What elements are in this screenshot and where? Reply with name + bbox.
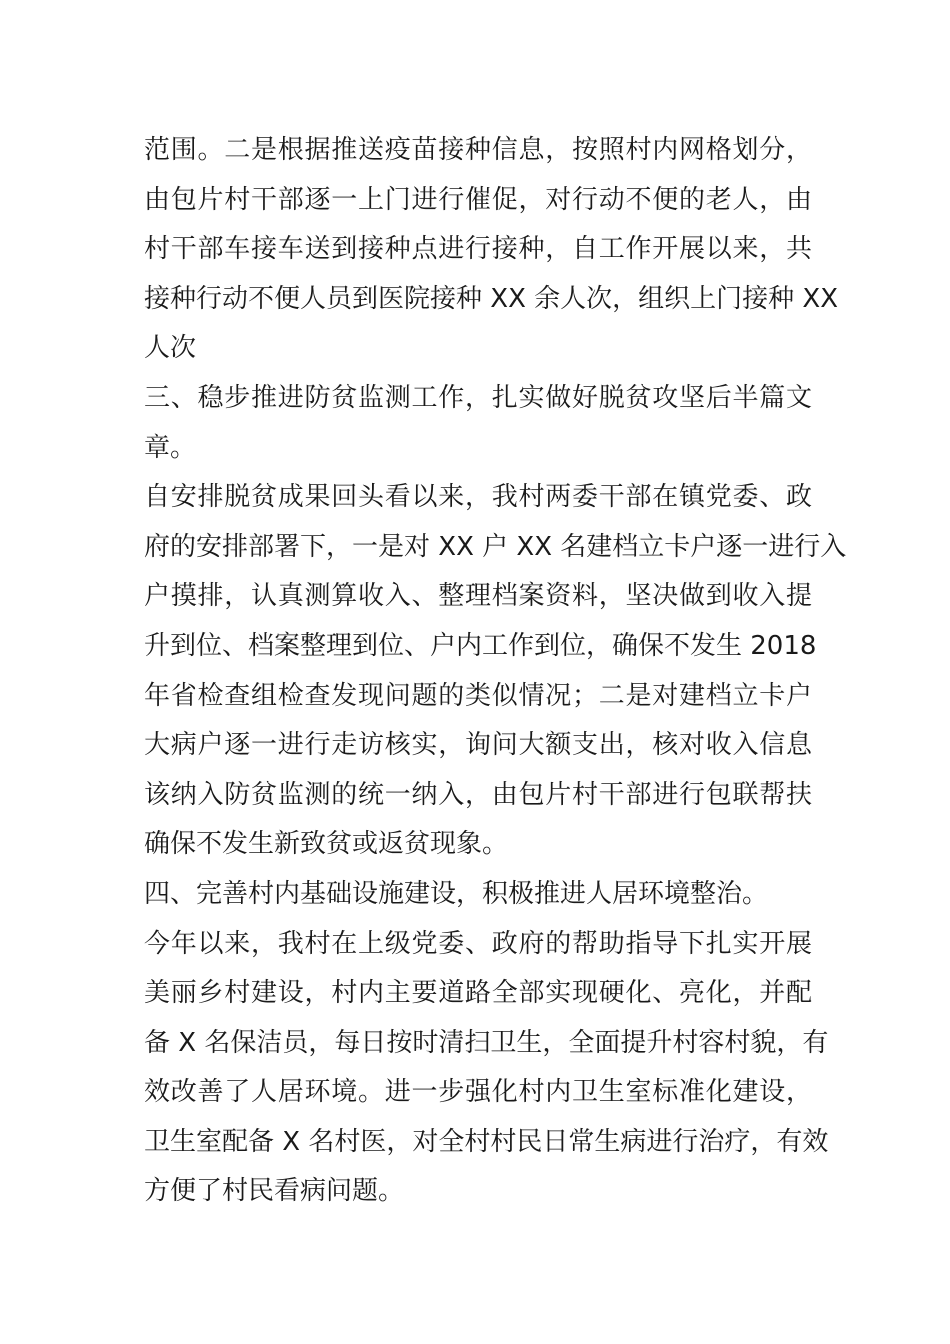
text-line: 升到位、档案整理到位、户内工作到位，确保不发生 2018 — [144, 630, 817, 661]
text-line: 卫生室配备 X 名村医，对全村村民日常生病进行治疗，有效 — [144, 1126, 829, 1157]
text-line: 确保不发生新致贫或返贫现象。 — [144, 829, 509, 860]
text-line: 方便了村民看病问题。 — [144, 1176, 405, 1207]
text-line: 今年以来，我村在上级党委、政府的帮助指导下扎实开展 — [144, 928, 812, 959]
text-line: 村干部车接车送到接种点进行接种，自工作开展以来，共 — [144, 234, 812, 265]
text-line: 美丽乡村建设，村内主要道路全部实现硬化、亮化，并配 — [144, 978, 812, 1009]
text-line: 备 X 名保洁员，每日按时清扫卫生，全面提升村容村貌，有 — [144, 1027, 829, 1058]
text-line: 年省检查组检查发现问题的类似情况；二是对建档立卡户 — [144, 680, 812, 711]
section-heading-3-cont: 章。 — [144, 432, 197, 463]
section-heading-4: 四、完善村内基础设施建设，积极推进人居环境整治。 — [144, 878, 769, 909]
document-body — [144, 126, 847, 1217]
text-line: 大病户逐一进行走访核实，询问大额支出，核对收入信息 — [144, 730, 812, 761]
text-line: 范围。二是根据推送疫苗接种信息，按照村内网格划分， — [144, 135, 812, 165]
text-line: 自安排脱贫成果回头看以来，我村两委干部在镇党委、政 — [144, 482, 812, 513]
section-heading-3: 三、稳步推进防贫监测工作，扎实做好脱贫攻坚后半篇文 — [144, 382, 812, 413]
text-line: 府的安排部署下，一是对 XX 户 XX 名建档立卡户逐一进行入 — [144, 531, 847, 562]
text-line: 接种行动不便人员到医院接种 XX 余人次，组织上门接种 XX — [144, 283, 839, 314]
text-line: 户摸排，认真测算收入、整理档案资料，坚决做到收入提 — [144, 581, 812, 612]
text-line: 由包片村干部逐一上门进行催促，对行动不便的老人，由 — [144, 184, 812, 215]
text-line: 效改善了人居环境。进一步强化村内卫生室标准化建设， — [144, 1077, 812, 1108]
text-line: 人次 — [144, 333, 197, 364]
text-line: 该纳入防贫监测的统一纳入，由包片村干部进行包联帮扶 — [144, 779, 812, 810]
